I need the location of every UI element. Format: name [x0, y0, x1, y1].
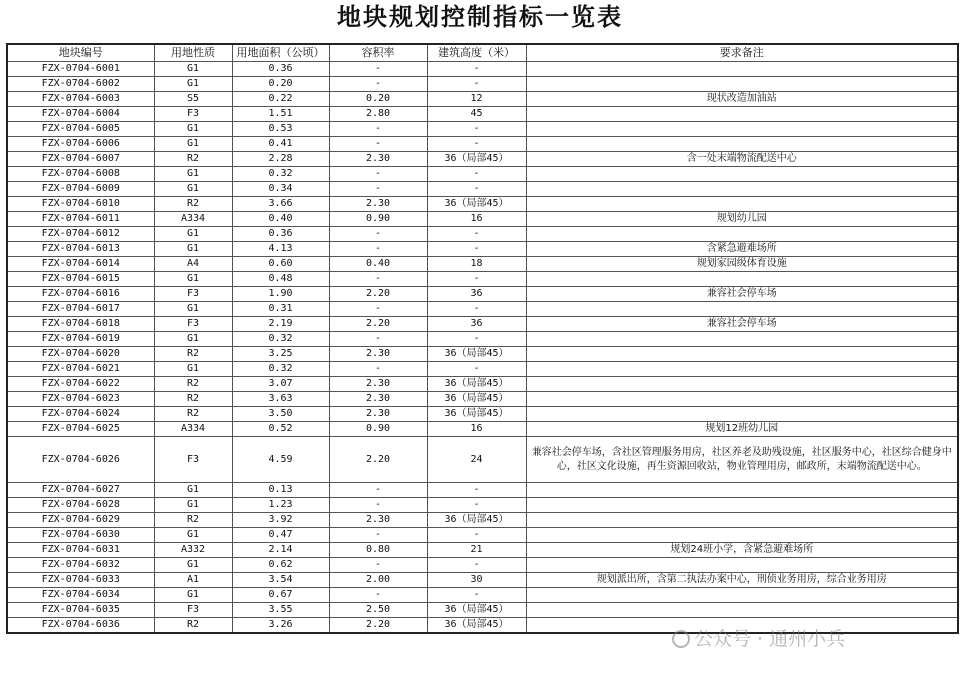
area-cell: 0.53 — [232, 122, 329, 137]
far-cell: 2.30 — [329, 377, 427, 392]
far-cell: 2.50 — [329, 603, 427, 618]
table-row — [7, 287, 958, 302]
plot-id-cell: FZX-0704-6014 — [7, 257, 154, 272]
land-use-cell: F3 — [154, 107, 232, 122]
land-use-cell: G1 — [154, 588, 232, 603]
far-cell: - — [329, 167, 427, 182]
height-cell: - — [427, 483, 526, 498]
land-use-cell: G1 — [154, 483, 232, 498]
area-cell: 0.36 — [232, 227, 329, 242]
far-cell: - — [329, 77, 427, 92]
remarks-cell — [526, 182, 958, 197]
plot-id-cell: FZX-0704-6005 — [7, 122, 154, 137]
plot-id-cell: FZX-0704-6033 — [7, 573, 154, 588]
table-row — [7, 137, 958, 152]
far-cell: 2.30 — [329, 347, 427, 362]
height-cell: 36（局部45） — [427, 618, 526, 634]
area-cell: 2.19 — [232, 317, 329, 332]
land-use-cell: R2 — [154, 152, 232, 167]
area-cell: 0.48 — [232, 272, 329, 287]
land-use-cell: G1 — [154, 137, 232, 152]
remarks-cell — [526, 77, 958, 92]
plot-id-cell: FZX-0704-6007 — [7, 152, 154, 167]
remarks-cell — [526, 167, 958, 182]
plot-id-cell: FZX-0704-6028 — [7, 498, 154, 513]
plot-id-cell: FZX-0704-6001 — [7, 62, 154, 77]
area-cell: 2.28 — [232, 152, 329, 167]
area-cell: 3.63 — [232, 392, 329, 407]
far-cell: - — [329, 588, 427, 603]
table-row — [7, 197, 958, 212]
area-cell: 0.62 — [232, 558, 329, 573]
table-row — [7, 302, 958, 317]
height-cell: - — [427, 182, 526, 197]
table-row — [7, 122, 958, 137]
height-cell: - — [427, 167, 526, 182]
plot-id-cell: FZX-0704-6006 — [7, 137, 154, 152]
remarks-cell — [526, 122, 958, 137]
plot-id-cell: FZX-0704-6003 — [7, 92, 154, 107]
plot-id-cell: FZX-0704-6004 — [7, 107, 154, 122]
plot-id-cell: FZX-0704-6011 — [7, 212, 154, 227]
height-cell: 16 — [427, 212, 526, 227]
area-cell: 2.14 — [232, 543, 329, 558]
table-row — [7, 77, 958, 92]
area-cell: 3.50 — [232, 407, 329, 422]
plot-id-cell: FZX-0704-6010 — [7, 197, 154, 212]
table-body — [7, 62, 958, 634]
land-use-cell: F3 — [154, 317, 232, 332]
table-row — [7, 422, 958, 437]
land-use-cell: F3 — [154, 287, 232, 302]
remarks-cell — [526, 362, 958, 377]
area-cell: 1.23 — [232, 498, 329, 513]
remarks-cell — [526, 107, 958, 122]
column-header-land-use: 用地性质 — [154, 44, 232, 62]
land-use-cell: F3 — [154, 603, 232, 618]
remarks-cell — [526, 407, 958, 422]
plot-id-cell: FZX-0704-6034 — [7, 588, 154, 603]
plot-id-cell: FZX-0704-6031 — [7, 543, 154, 558]
height-cell: 36（局部45） — [427, 603, 526, 618]
height-cell: 18 — [427, 257, 526, 272]
height-cell: - — [427, 302, 526, 317]
height-cell: 36（局部45） — [427, 392, 526, 407]
far-cell: 0.40 — [329, 257, 427, 272]
plot-id-cell: FZX-0704-6026 — [7, 437, 154, 483]
land-use-cell: G1 — [154, 558, 232, 573]
table-row — [7, 227, 958, 242]
far-cell: - — [329, 332, 427, 347]
area-cell: 1.90 — [232, 287, 329, 302]
plot-id-cell: FZX-0704-6017 — [7, 302, 154, 317]
table-row — [7, 603, 958, 618]
area-cell: 0.22 — [232, 92, 329, 107]
land-use-cell: G1 — [154, 62, 232, 77]
area-cell: 0.52 — [232, 422, 329, 437]
height-cell: - — [427, 332, 526, 347]
far-cell: - — [329, 272, 427, 287]
remarks-cell — [526, 332, 958, 347]
remarks-cell — [526, 62, 958, 77]
land-use-cell: A334 — [154, 422, 232, 437]
height-cell: 36（局部45） — [427, 513, 526, 528]
land-use-cell: G1 — [154, 77, 232, 92]
height-cell: 30 — [427, 573, 526, 588]
far-cell: 2.30 — [329, 152, 427, 167]
area-cell: 0.31 — [232, 302, 329, 317]
far-cell: 0.20 — [329, 92, 427, 107]
height-cell: - — [427, 558, 526, 573]
far-cell: - — [329, 362, 427, 377]
table-row — [7, 573, 958, 588]
land-use-cell: R2 — [154, 377, 232, 392]
land-use-cell: G1 — [154, 302, 232, 317]
land-use-cell: F3 — [154, 437, 232, 483]
remarks-cell — [526, 197, 958, 212]
table-row — [7, 317, 958, 332]
height-cell: 24 — [427, 437, 526, 483]
plot-id-cell: FZX-0704-6035 — [7, 603, 154, 618]
plot-id-cell: FZX-0704-6012 — [7, 227, 154, 242]
plot-id-cell: FZX-0704-6020 — [7, 347, 154, 362]
land-use-cell: G1 — [154, 332, 232, 347]
table-row — [7, 272, 958, 287]
remarks-cell — [526, 137, 958, 152]
area-cell: 0.67 — [232, 588, 329, 603]
remarks-cell: 规划派出所，含第二执法办案中心，刑侦业务用房，综合业务用房 — [526, 573, 958, 588]
remarks-cell: 兼容社会停车场 — [526, 287, 958, 302]
height-cell: - — [427, 122, 526, 137]
area-cell: 0.32 — [232, 167, 329, 182]
area-cell: 3.66 — [232, 197, 329, 212]
far-cell: - — [329, 528, 427, 543]
page-title: 地块规划控制指标一览表 — [337, 3, 623, 31]
area-cell: 3.55 — [232, 603, 329, 618]
far-cell: 0.90 — [329, 212, 427, 227]
watermark-text: 公众号 · 通州小兵 — [694, 628, 846, 650]
land-use-cell: G1 — [154, 272, 232, 287]
table-row — [7, 332, 958, 347]
table-row — [7, 182, 958, 197]
far-cell: 2.30 — [329, 392, 427, 407]
land-use-cell: G1 — [154, 498, 232, 513]
column-header-remarks: 要求备注 — [526, 44, 958, 62]
far-cell: 2.00 — [329, 573, 427, 588]
height-cell: - — [427, 77, 526, 92]
height-cell: 36（局部45） — [427, 347, 526, 362]
table-row — [7, 107, 958, 122]
height-cell: 12 — [427, 92, 526, 107]
far-cell: - — [329, 122, 427, 137]
watermark — [672, 624, 845, 651]
height-cell: - — [427, 137, 526, 152]
far-cell: - — [329, 483, 427, 498]
far-cell: - — [329, 62, 427, 77]
far-cell: - — [329, 137, 427, 152]
land-use-cell: G1 — [154, 167, 232, 182]
far-cell: 2.20 — [329, 317, 427, 332]
height-cell: 21 — [427, 543, 526, 558]
area-cell: 0.34 — [232, 182, 329, 197]
area-cell: 3.54 — [232, 573, 329, 588]
table-row — [7, 483, 958, 498]
far-cell: 2.20 — [329, 618, 427, 634]
land-use-cell: R2 — [154, 618, 232, 634]
height-cell: 36（局部45） — [427, 407, 526, 422]
plot-id-cell: FZX-0704-6002 — [7, 77, 154, 92]
remarks-cell — [526, 498, 958, 513]
area-cell: 0.41 — [232, 137, 329, 152]
area-cell: 4.13 — [232, 242, 329, 257]
column-header-area: 用地面积（公顷） — [232, 44, 329, 62]
land-use-cell: R2 — [154, 347, 232, 362]
height-cell: 36 — [427, 317, 526, 332]
far-cell: 2.30 — [329, 513, 427, 528]
land-use-cell: A4 — [154, 257, 232, 272]
height-cell: - — [427, 362, 526, 377]
table-header-row — [7, 44, 958, 62]
plot-id-cell: FZX-0704-6009 — [7, 182, 154, 197]
remarks-cell: 规划12班幼儿园 — [526, 422, 958, 437]
land-use-cell: A334 — [154, 212, 232, 227]
far-cell: - — [329, 182, 427, 197]
area-cell: 0.47 — [232, 528, 329, 543]
table-row — [7, 212, 958, 227]
table-row — [7, 437, 958, 483]
remarks-cell — [526, 483, 958, 498]
remarks-cell — [526, 603, 958, 618]
land-use-cell: A1 — [154, 573, 232, 588]
remarks-cell — [526, 392, 958, 407]
table-row — [7, 242, 958, 257]
area-cell: 3.26 — [232, 618, 329, 634]
land-use-cell: R2 — [154, 197, 232, 212]
plot-id-cell: FZX-0704-6027 — [7, 483, 154, 498]
remarks-cell — [526, 302, 958, 317]
land-use-cell: G1 — [154, 528, 232, 543]
far-cell: 2.20 — [329, 437, 427, 483]
plot-id-cell: FZX-0704-6016 — [7, 287, 154, 302]
plot-id-cell: FZX-0704-6022 — [7, 377, 154, 392]
column-header-height: 建筑高度（米） — [427, 44, 526, 62]
area-cell: 0.40 — [232, 212, 329, 227]
remarks-cell: 兼容社会停车场，含社区管理服务用房，社区养老及助残设施，社区服务中心，社区综合健身中心，社区文化设施，再生资源回收站，物业管理用房，邮政所，末端物流配送中心。 — [526, 437, 958, 483]
remarks-cell — [526, 528, 958, 543]
remarks-cell: 规划家园级体育设施 — [526, 257, 958, 272]
far-cell: 0.80 — [329, 543, 427, 558]
land-use-cell: G1 — [154, 362, 232, 377]
remarks-cell — [526, 227, 958, 242]
plot-id-cell: FZX-0704-6029 — [7, 513, 154, 528]
height-cell: 45 — [427, 107, 526, 122]
control-index-table — [6, 43, 959, 634]
column-header-far: 容积率 — [329, 44, 427, 62]
height-cell: - — [427, 498, 526, 513]
table-row — [7, 513, 958, 528]
land-use-cell: R2 — [154, 513, 232, 528]
land-use-cell: R2 — [154, 392, 232, 407]
remarks-cell — [526, 513, 958, 528]
area-cell: 0.60 — [232, 257, 329, 272]
remarks-cell — [526, 377, 958, 392]
table-row — [7, 407, 958, 422]
remarks-cell — [526, 588, 958, 603]
plot-id-cell: FZX-0704-6019 — [7, 332, 154, 347]
land-use-cell: G1 — [154, 122, 232, 137]
area-cell: 3.92 — [232, 513, 329, 528]
far-cell: 0.90 — [329, 422, 427, 437]
remarks-cell — [526, 347, 958, 362]
plot-id-cell: FZX-0704-6036 — [7, 618, 154, 634]
height-cell: - — [427, 528, 526, 543]
table-row — [7, 152, 958, 167]
land-use-cell: G1 — [154, 227, 232, 242]
height-cell: 36 — [427, 287, 526, 302]
remarks-cell — [526, 272, 958, 287]
plot-id-cell: FZX-0704-6030 — [7, 528, 154, 543]
column-header-plot-id: 地块编号 — [7, 44, 154, 62]
table-row — [7, 257, 958, 272]
remarks-cell: 规划幼儿园 — [526, 212, 958, 227]
height-cell: 16 — [427, 422, 526, 437]
far-cell: - — [329, 242, 427, 257]
wechat-icon — [672, 630, 690, 648]
table-row — [7, 528, 958, 543]
height-cell: 36（局部45） — [427, 197, 526, 212]
height-cell: - — [427, 227, 526, 242]
plot-id-cell: FZX-0704-6023 — [7, 392, 154, 407]
table-row — [7, 588, 958, 603]
area-cell: 0.32 — [232, 332, 329, 347]
area-cell: 0.32 — [232, 362, 329, 377]
area-cell: 3.25 — [232, 347, 329, 362]
far-cell: - — [329, 498, 427, 513]
remarks-cell: 含一处末端物流配送中心 — [526, 152, 958, 167]
far-cell: 2.80 — [329, 107, 427, 122]
plot-id-cell: FZX-0704-6015 — [7, 272, 154, 287]
table-row — [7, 92, 958, 107]
far-cell: - — [329, 558, 427, 573]
area-cell: 0.36 — [232, 62, 329, 77]
remarks-cell: 规划24班小学，含紧急避难场所 — [526, 543, 958, 558]
area-cell: 1.51 — [232, 107, 329, 122]
area-cell: 0.13 — [232, 483, 329, 498]
table-row — [7, 362, 958, 377]
height-cell: 36（局部45） — [427, 152, 526, 167]
height-cell: - — [427, 62, 526, 77]
height-cell: - — [427, 242, 526, 257]
table-row — [7, 543, 958, 558]
table-row — [7, 558, 958, 573]
far-cell: 2.20 — [329, 287, 427, 302]
table-row — [7, 392, 958, 407]
land-use-cell: S5 — [154, 92, 232, 107]
plot-id-cell: FZX-0704-6032 — [7, 558, 154, 573]
far-cell: 2.30 — [329, 407, 427, 422]
remarks-cell — [526, 558, 958, 573]
table-row — [7, 62, 958, 77]
land-use-cell: R2 — [154, 407, 232, 422]
remarks-cell: 现状改造加油站 — [526, 92, 958, 107]
plot-id-cell: FZX-0704-6013 — [7, 242, 154, 257]
area-cell: 4.59 — [232, 437, 329, 483]
height-cell: - — [427, 272, 526, 287]
far-cell: - — [329, 227, 427, 242]
land-use-cell: G1 — [154, 182, 232, 197]
land-use-cell: G1 — [154, 242, 232, 257]
plot-id-cell: FZX-0704-6024 — [7, 407, 154, 422]
plot-id-cell: FZX-0704-6021 — [7, 362, 154, 377]
height-cell: 36（局部45） — [427, 377, 526, 392]
table-row — [7, 347, 958, 362]
far-cell: 2.30 — [329, 197, 427, 212]
remarks-cell: 兼容社会停车场 — [526, 317, 958, 332]
remarks-cell: 含紧急避难场所 — [526, 242, 958, 257]
plot-id-cell: FZX-0704-6018 — [7, 317, 154, 332]
table-row — [7, 377, 958, 392]
height-cell: - — [427, 588, 526, 603]
area-cell: 3.07 — [232, 377, 329, 392]
far-cell: - — [329, 302, 427, 317]
table-row — [7, 167, 958, 182]
area-cell: 0.20 — [232, 77, 329, 92]
plot-id-cell: FZX-0704-6025 — [7, 422, 154, 437]
plot-id-cell: FZX-0704-6008 — [7, 167, 154, 182]
table-row — [7, 498, 958, 513]
land-use-cell: A332 — [154, 543, 232, 558]
